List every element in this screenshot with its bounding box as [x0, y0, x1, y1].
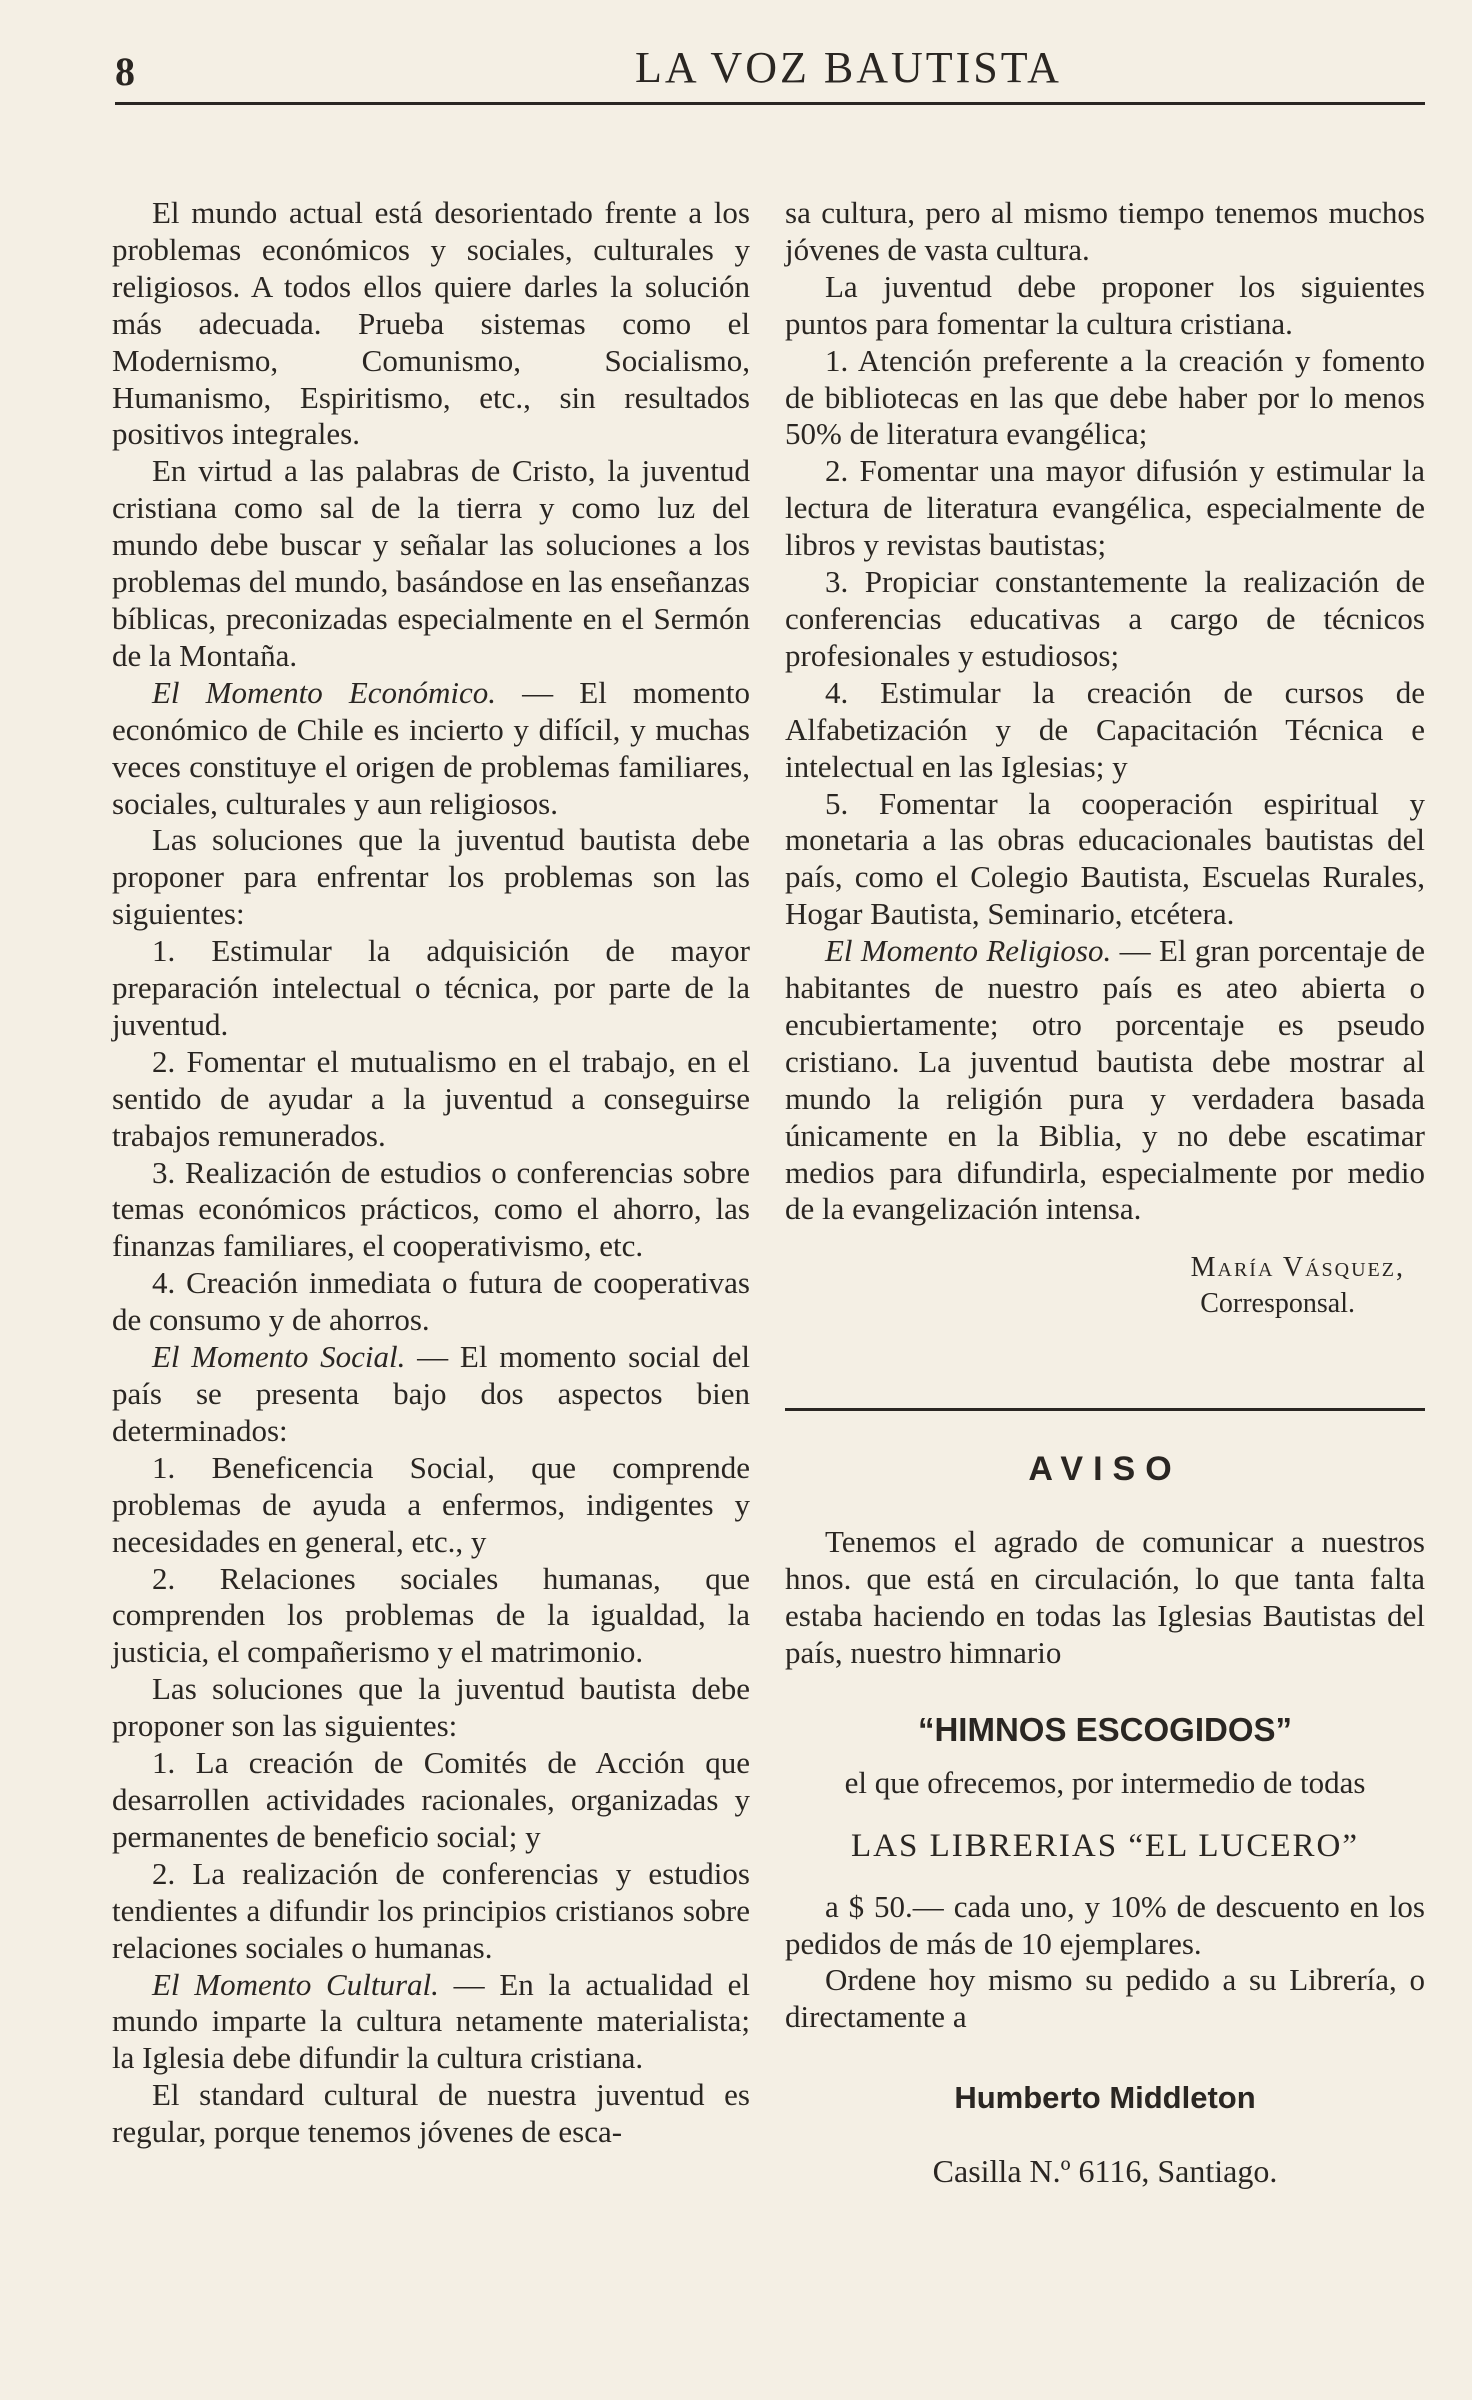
- masthead-title: LA VOZ BAUTISTA: [635, 43, 1062, 92]
- aviso-title: AVISO: [1028, 1450, 1182, 1489]
- section-cultural: [112, 1967, 750, 2078]
- paragraph: Las soluciones que la juventud bautista debe proponer para enfrentar los problemas son las siguientes:: [112, 822, 750, 932]
- section-heading: El Momento Económico.: [152, 674, 497, 710]
- paragraph: En virtud a las palabras de Cristo, la juventud cristiana como sal de la tierra y como luz del mundo debe buscar y señalar las soluciones a los problemas del mundo, basándose en las enseñanzas bíblicas, preconizadas especialmente en el Sermón de la Montaña.: [112, 453, 750, 673]
- contact-name: Humberto Middleton: [954, 2080, 1256, 2116]
- right-column: [785, 195, 1425, 2190]
- section-heading: El Momento Social.: [152, 1339, 406, 1375]
- header-rule: [115, 102, 1425, 105]
- section-social: [112, 1339, 750, 1450]
- signature-block: [785, 1250, 1425, 1322]
- list-item: 2. Fomentar una mayor difusión y estimular la lectura de literatura evangélica, especialmente de libros y revistas bautistas;: [785, 453, 1425, 563]
- paragraph: Las soluciones que la juventud bautista debe proponer son las siguientes:: [112, 1671, 750, 1744]
- section-divider: [785, 1408, 1425, 1411]
- list-item: 3. Propiciar constantemente la realización de conferencias educativas a cargo de técnicos profesionales y estudiosos;: [785, 564, 1425, 673]
- section-heading: El Momento Cultural.: [152, 1966, 439, 2002]
- list-item: 1. Estimular la adquisición de mayor preparación intelectual o técnica, por parte de la juventud.: [112, 933, 750, 1042]
- aviso-paragraph: Tenemos el agrado de comunicar a nuestros hnos. que está en circulación, lo que tanta falta estaba haciendo en todas las Iglesias Bautistas del país, nuestro himnario: [785, 1524, 1425, 1670]
- list-item: 2. Relaciones sociales humanas, que comprenden los problemas de la igualdad, la justicia, el compañerismo y el matrimonio.: [112, 1560, 750, 1670]
- paragraph: La juventud debe proponer los siguientes puntos para fomentar la cultura cristiana.: [785, 268, 1425, 341]
- list-item: 3. Realización de estudios o conferencias sobre temas económicos prácticos, como el ahorro, las finanzas familiares, el cooperativismo, etc.: [112, 1154, 750, 1264]
- list-item: 4. Creación inmediata o futura de cooperativas de consumo y de ahorros.: [112, 1265, 750, 1338]
- section-text: — El momento económico de Chile es incierto y difícil, y muchas veces constituye el origen de problemas familiares, sociales, culturales y aun religiosos.: [112, 674, 751, 821]
- list-item: 1. Atención preferente a la creación y fomento de bibliotecas en las que debe haber por lo menos 50% de literatura evangélica;: [785, 342, 1425, 452]
- left-column: [112, 195, 750, 2151]
- list-item: 1. Beneficencia Social, que comprende problemas de ayuda a enfermos, indigentes y necesidades en general, etc., y: [112, 1449, 750, 1559]
- page-header: [115, 40, 1445, 110]
- paragraph: El mundo actual está desorientado frente a los problemas económicos y sociales, culturales y religiosos. A todos ellos quiere darles la solución más adecuada. Prueba sistemas como el Modernismo, Comunismo, Socialismo, Humanismo, Espiritismo, etc., sin resultados positivos integrales.: [112, 195, 750, 452]
- page-number: 8: [115, 49, 135, 94]
- section-religioso: [785, 933, 1425, 1228]
- contact-address: Casilla N.º 6116, Santiago.: [932, 2153, 1278, 2190]
- aviso-advertisement: [785, 1451, 1425, 2190]
- list-item: 4. Estimular la creación de cursos de Alfabetización y de Capacitación Técnica e intelectual en las Iglesias; y: [785, 674, 1425, 784]
- hymnal-title: “HIMNOS ESCOGIDOS”: [917, 1710, 1293, 1748]
- price-text: a $ 50.— cada uno, y 10% de descuento en los pedidos de más de 10 ejemplares.: [785, 1888, 1425, 1961]
- list-item: 1. La creación de Comités de Acción que desarrollen actividades racionales, organizadas y permanentes de beneficio social; y: [112, 1745, 750, 1854]
- order-text: Ordene hoy mismo su pedido a su Librería, o directamente a: [785, 1962, 1425, 2035]
- section-heading: El Momento Religioso.: [825, 933, 1112, 969]
- section-text: — En la actualidad el mundo imparte la cultura netamente materialista; la Iglesia debe difundir la cultura cristiana.: [112, 1966, 751, 2076]
- list-item: 2. La realización de conferencias y estudios tendientes a difundir los principios cristianos sobre relaciones sociales o humanas.: [112, 1855, 750, 1965]
- list-item: 2. Fomentar el mutualismo en el trabajo, en el sentido de ayudar a la juventud a conseguirse trabajos remunerados.: [112, 1043, 750, 1153]
- section-text: — El gran porcentaje de habitantes de nuestro país es ateo abierta o encubiertamente; otro porcentaje es pseudo cristiano. La juventud bautista debe mostrar al mundo la religión pura y verdadera basada únicamente en la Biblia, y no debe escatimar medios para difundirla, especialmente por medio de la evangelización intensa.: [785, 933, 1426, 1227]
- signature-role: Corresponsal.: [1200, 1288, 1355, 1320]
- list-item: 5. Fomentar la cooperación espiritual y monetaria a las obras educacionales bautistas del país, como el Colegio Bautista, Escuelas Rurales, Hogar Bautista, Seminario, etcétera.: [785, 785, 1425, 932]
- paragraph-continuation: sa cultura, pero al mismo tiempo tenemos muchos jóvenes de vasta cultura.: [785, 195, 1425, 267]
- aviso-paragraph: el que ofrecemos, por intermedio de todas: [844, 1764, 1366, 1800]
- signature-name: María Vásquez,: [1190, 1252, 1405, 1284]
- section-text: — El momento social del país se presenta bajo dos aspectos bien determinados:: [112, 1339, 751, 1448]
- section-economico: [112, 675, 750, 823]
- paragraph: El standard cultural de nuestra juventud es regular, porque tenemos jóvenes de esca-: [112, 2077, 750, 2150]
- bookstore-name: LAS LIBRERIAS “EL LUCERO”: [851, 1827, 1359, 1864]
